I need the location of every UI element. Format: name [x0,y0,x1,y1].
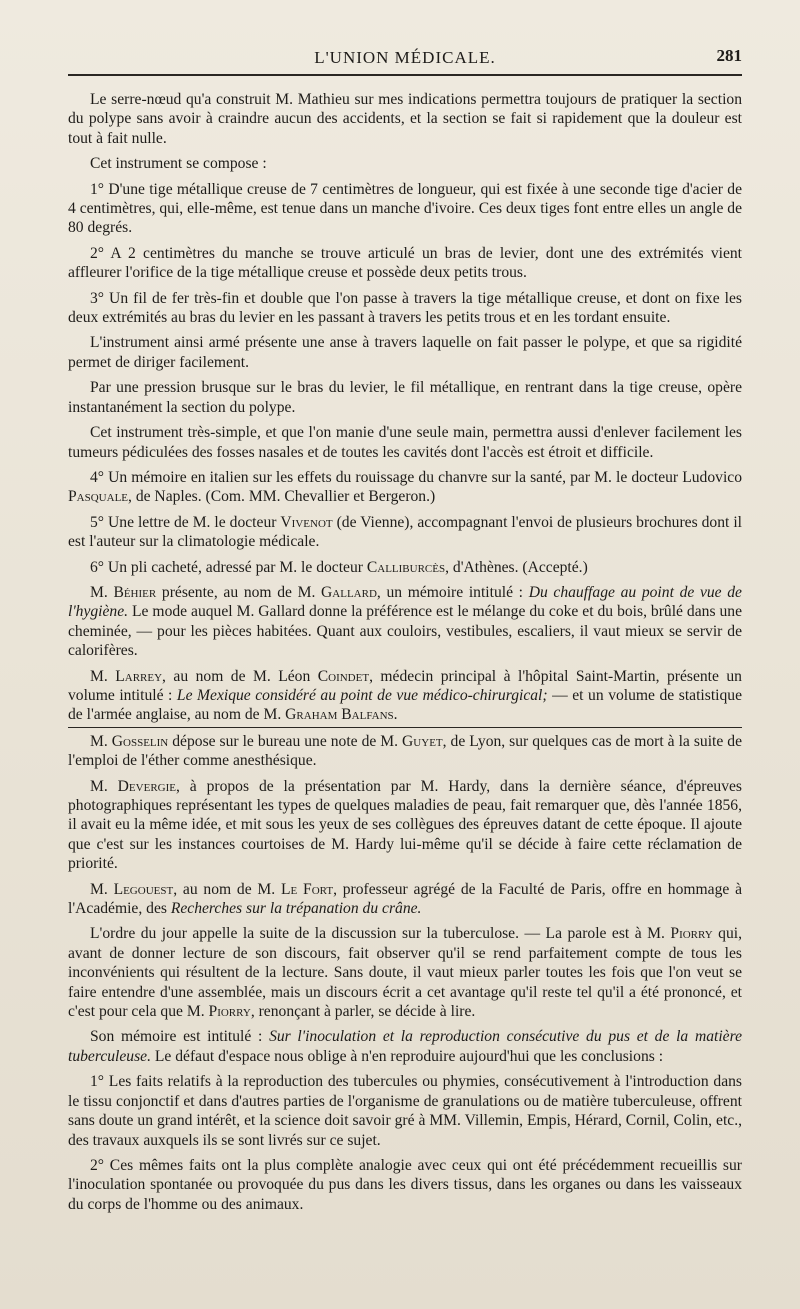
author-name: Larrey [115,667,163,685]
work-title: Du chauffage au point de vue de l'hygiène. [68,583,742,621]
article-body [68,90,742,1214]
section-divider [68,727,742,728]
author-name: Pasquale [68,488,129,506]
author-name: Devergie [117,777,176,795]
paragraph-lettre-vivenot: 5° Une lettre de M. le docteur Vivenot (de Vienne), accompagnant l'envoi de plusieurs brochures dont il est l'auteur sur la climatologie médicale. [68,513,743,551]
author-name: Guyet [402,732,443,750]
paragraph-ordre-du-jour: L'ordre du jour appelle la suite de la discussion sur la tuberculose. — La parole est à M. Piorry qui, avant de donner lecture de son discours, fait observer qu'il se rend parfaitement compte de tous les inconvénients qui résultent de la lecture. Sans doute, il vaut mieux parler toutes les fois que l'on veut se faire entendre d'une assemblée, mais un discours écrit a cet avantage qu'il reste tel qu'il a été prononcé, et c'est pour cela que M. Piorry, renonçant à parler, se décide à lire. [68,925,742,1021]
paragraph-memoire-italien: 4° Un mémoire en italien sur les effets du rouissage du chanvre sur la santé, par M. le docteur Ludovico Pasquale, de Naples. (Com. MM. Chevallier et Bergeron.) [68,468,742,506]
author-name: Coindet [317,667,370,685]
author-name: Calliburcès [366,558,446,576]
paragraph-item-3: 3° Un fil de fer très-fin et double que l'on passe à travers la tige métallique creuse, et dont on fixe les deux extrémités au bras du levier en les passant à travers les petits trous et en les tordant ensuite. [68,289,742,327]
paragraph-larrey: M. Larrey, au nom de M. Léon Coindet, médecin principal à l'hôpital Saint-Martin, présente un volume intitulé : Le Mexique considéré au point de vue médico-chirurgical; — et un volume de statistique de l'armée anglaise, au nom de M. Graham Balfans. [68,667,742,724]
paragraph-legouest: M. Legouest, au nom de M. Le Fort, professeur agrégé de la Faculté de Paris, offre en hommage à l'Académie, des Recherches sur la trépanation du crâne. [68,880,742,918]
paragraph-instrument-intro: Cet instrument se compose : [90,155,267,173]
paragraph-conclusion-2: 2° Ces mêmes faits ont la plus complète analogie avec ceux qui ont été précédemment recueillis sur l'inoculation spontanée ou provoquée du pus dans les divers tissus, dans les organes ou dans les vaisseaux du corps de l'homme ou des animaux. [68,1156,742,1213]
author-name: Gallard [321,583,377,601]
author-name: Legouest [113,880,174,898]
author-name: Piorry [208,1003,251,1021]
author-name: Piorry [670,925,713,943]
author-name: Le Fort [281,880,334,898]
paragraph-memoire-intitule: Son mémoire est intitulé : Sur l'inoculation et la reproduction consécutive du pus et de la matière tuberculeuse. Le défaut d'espace nous oblige à n'en reproduire aujourd'hui que les conclusions : [68,1028,742,1065]
paragraph-conclusion-1: 1° Les faits relatifs à la reproduction des tubercules ou phymies, consécutivement à l'introduction dans le tissu conjonctif et dans d'autres parties de l'organisme de granulations ou de matière tuberculeuse, offrent sans doute un grand intérêt, et la science doit savoir gré à MM. Villemin, Empis, Hérard, Cornil, Colin, etc., des travaux auxquels ils se sont livrés sur ce sujet. [68,1073,742,1149]
paragraph-behier: M. Béhier présente, au nom de M. Gallard, un mémoire intitulé : Du chauffage au point de vue de l'hygiène. Le mode auquel M. Gallard donne la préférence est le mélange du coke et du bois, brûlé dans une cheminée, — pour les pièces habitées. Quant aux couloirs, vestibules, escaliers, il vaut mieux se servir de calorifères. [68,583,742,660]
paragraph-pli-cachete: 6° Un pli cacheté, adressé par M. le docteur Calliburcès, d'Athènes. (Accepté.) [90,558,588,576]
work-title: Recherches sur la trépanation du crâne. [170,900,422,918]
running-head [68,44,742,76]
paragraph-item-2: 2° A 2 centimètres du manche se trouve articulé un bras de levier, dont une des extrémités vient affleurer l'orifice de la tige métallique creuse et possède deux petits trous. [68,244,742,282]
author-name: Vivenot [280,513,333,531]
author-name: Graham Balfans [285,706,394,724]
paragraph-serre-noeud: Le serre-nœud qu'a construit M. Mathieu sur mes indications permettra toujours de pratiquer la section du polype sans avoir à craindre aucun des accidents, et la section se fait si rapidement que la douleur est tout à fait nulle. [68,91,742,147]
paragraph-gosselin: M. Gosselin dépose sur le bureau une note de M. Guyet, de Lyon, sur quelques cas de mort à la suite de l'emploi de l'éther comme anesthésique. [68,732,742,770]
author-name: Béhier [113,583,157,601]
author-name: Gosselin [111,732,169,750]
paragraph-pression: Par une pression brusque sur le bras du levier, le fil métallique, en rentrant dans la tige creuse, opère instantanément la section du polype. [68,379,742,416]
paragraph-simple: Cet instrument très-simple, et que l'on manie d'une seule main, permettra aussi d'enlever facilement les tumeurs pédiculées des fosses nasales et de toutes les cavités dont l'accès est étroit et difficile. [68,424,742,461]
page-number: 281 [716,46,742,65]
work-title: Le Mexique considéré au point de vue médico-chirurgical; [176,686,548,704]
work-title: Sur l'inoculation et la reproduction consécutive du pus et de la matière tuberculeuse. [68,1028,742,1065]
paragraph-instrument-arme: L'instrument ainsi armé présente une anse à travers laquelle on fait passer le polype, et que sa rigidité permet de diriger facilement. [68,334,742,371]
paragraph-devergie: M. Devergie, à propos de la présentation par M. Hardy, dans la dernière séance, d'épreuves photographiques représentant les types de quelques maladies de peau, fait remarquer que, dès l'année 1856, il avait eu la même idée, et mit sous les yeux de ses collègues des épreuves datant de cette époque. Il ajoute que c'est sur les instances courtoises de M. Hardy lui-même qu'il se décide à faire cette réclamation de priorité. [68,777,742,873]
paragraph-item-1: 1° D'une tige métallique creuse de 7 centimètres de longueur, qui est fixée à une seconde tige d'acier de 4 centimètres, qui, elle-même, est tenue dans un manche d'ivoire. Ces deux tiges font entre elles un angle de 80 degrés. [68,180,742,237]
journal-title: L'UNION MÉDICALE. [314,48,496,67]
